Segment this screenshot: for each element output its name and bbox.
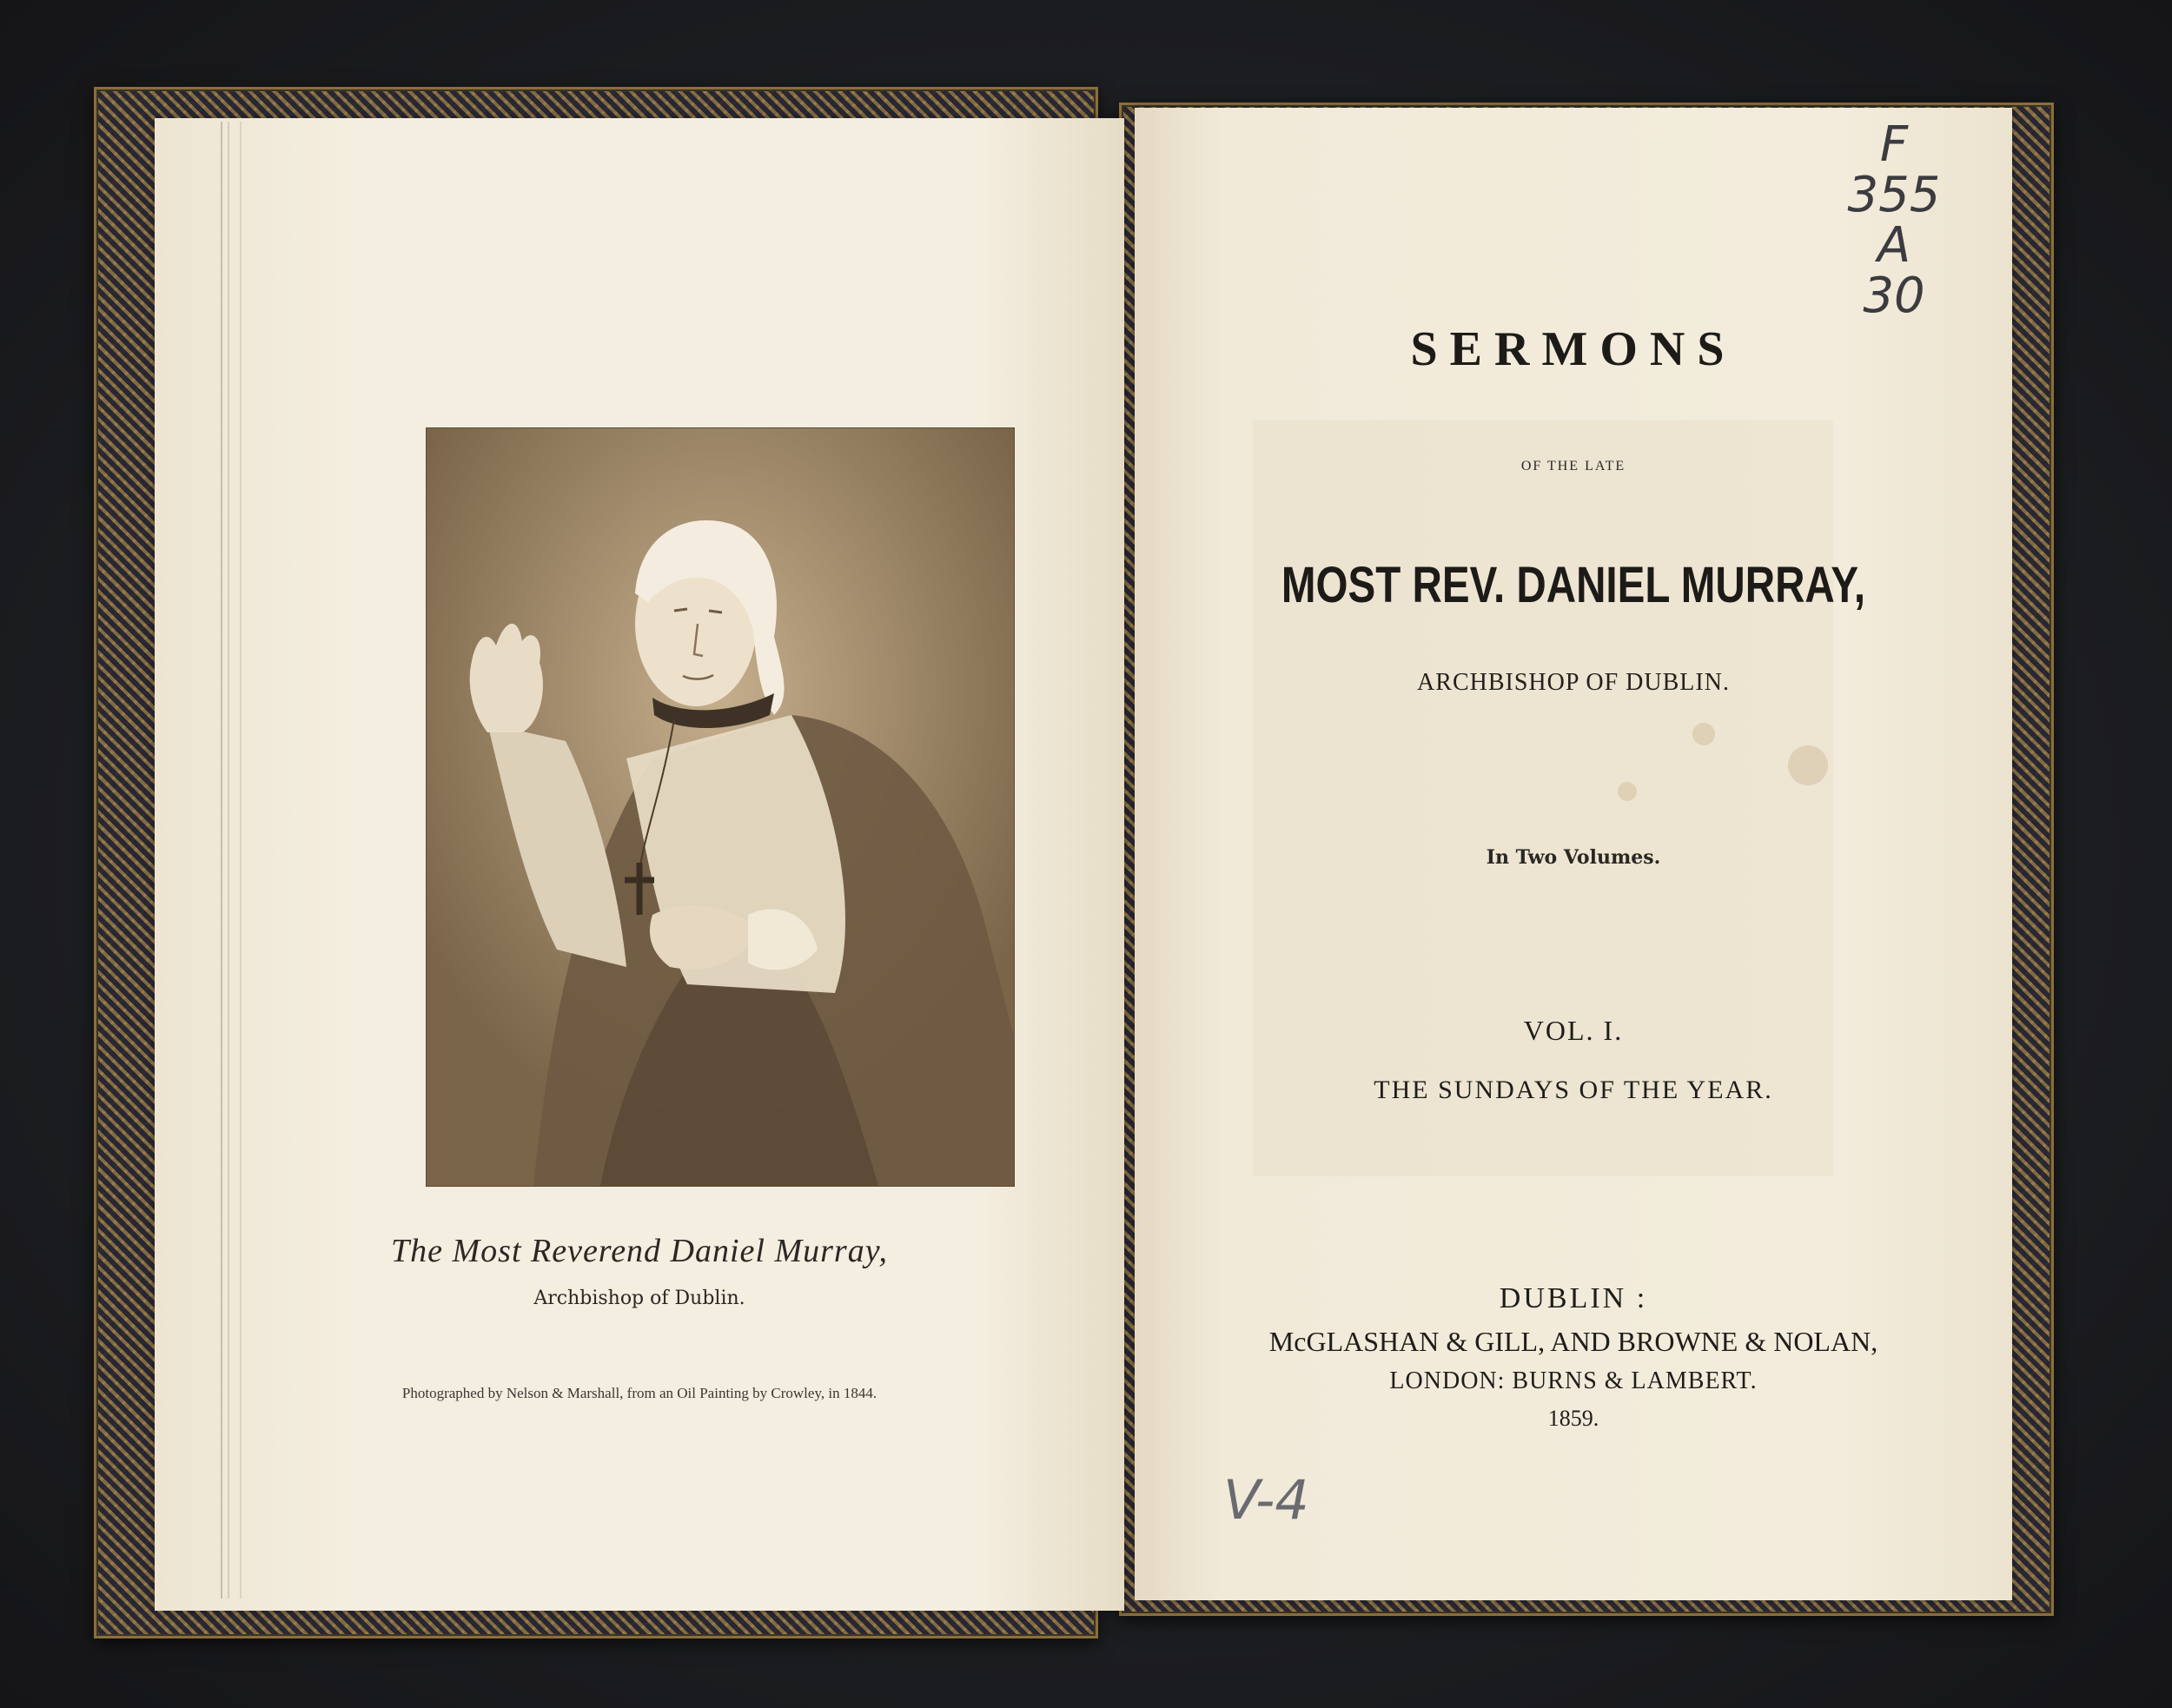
- shelfmark-line: F: [1879, 116, 1909, 173]
- imprint-place: DUBLIN :: [1499, 1282, 1648, 1314]
- author-position: ARCHBISHOP OF DUBLIN.: [1417, 669, 1730, 696]
- title-tint: [1253, 420, 1833, 1176]
- portrait-figure: [427, 428, 1014, 1186]
- volume-number: VOL. I.: [1523, 1015, 1624, 1046]
- page-edge-line: [228, 122, 229, 1599]
- volume-subtitle: THE SUNDAYS OF THE YEAR.: [1374, 1076, 1773, 1104]
- shelfmark-handwritten: [1824, 116, 1963, 324]
- portrait-subcaption: Archbishop of Dublin.: [533, 1288, 745, 1309]
- foxing-stain: [1618, 782, 1637, 801]
- shelfmark-line: 355: [1847, 167, 1941, 223]
- foxing-stain: [1692, 723, 1715, 745]
- volumes-line: In Two Volumes.: [1486, 846, 1661, 869]
- volume-mark-handwritten: V-4: [1223, 1468, 1309, 1532]
- imprint-london: LONDON: BURNS & LAMBERT.: [1389, 1367, 1758, 1394]
- author-name: MOST REV. DANIEL MURRAY,: [1281, 557, 1866, 613]
- imprint-publishers: McGLASHAN & GILL, AND BROWNE & NOLAN,: [1268, 1326, 1878, 1357]
- of-the-late-line: OF THE LATE: [1520, 459, 1626, 473]
- page-edge-line: [240, 122, 242, 1599]
- portrait-caption: The Most Reverend Daniel Murray,: [391, 1233, 888, 1269]
- imprint-year: 1859.: [1547, 1406, 1599, 1431]
- shelfmark-line: A: [1877, 217, 1911, 274]
- page-edge-line: [221, 122, 222, 1599]
- photo-credit: Photographed by Nelson & Marshall, from an Oil Painting by Crowley, in 1844.: [401, 1385, 877, 1401]
- portrait-photograph: [426, 427, 1015, 1187]
- foxing-stain: [1788, 745, 1828, 785]
- shelfmark-line: 30: [1863, 268, 1925, 324]
- book-title: SERMONS: [1410, 322, 1737, 376]
